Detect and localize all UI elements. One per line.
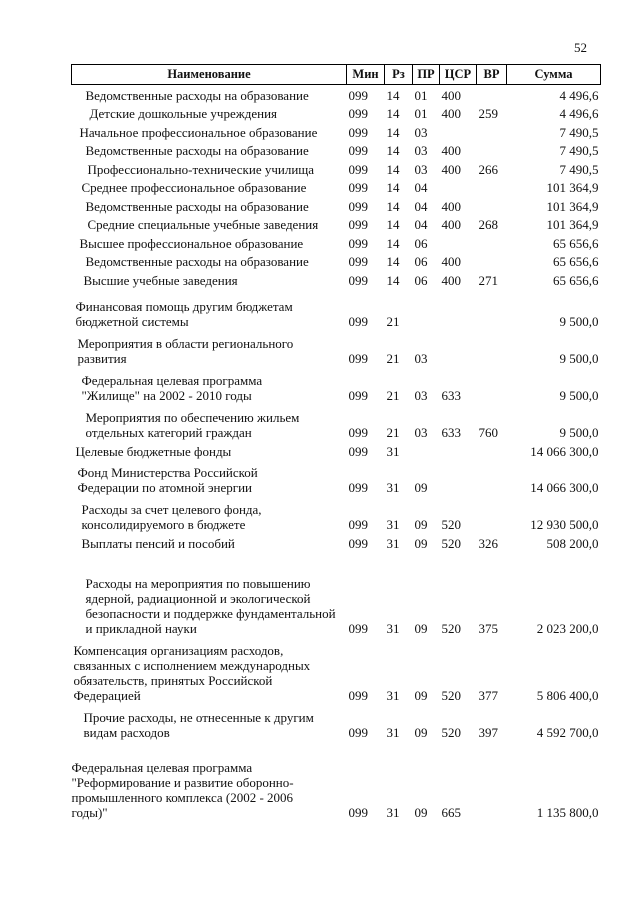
table-row [72,195,601,214]
cell-sum: 4 496,6 [559,87,599,103]
cell-sum: 508 200,0 [546,535,599,551]
cell-rz: 21 [386,313,400,329]
cell-pr: 03 [414,161,428,177]
cell-csr: 633 [441,424,461,440]
cell-csr [440,232,477,251]
cell-vr [477,740,507,820]
cell-rz: 31 [386,479,400,495]
table-row [72,459,601,495]
cell-sum: 65 656,6 [553,272,599,288]
cell-csr [440,459,477,495]
cell-rz: 31 [386,620,400,636]
cell-pr: 09 [414,724,428,740]
column-header-name: Наименование [72,65,347,85]
cell-csr: 633 [441,387,461,403]
table-row [72,288,601,329]
table-row [72,495,601,532]
cell-csr: 520 [441,535,461,551]
table-row [72,251,601,269]
cell-min: 099 [348,516,368,532]
table-row [72,232,601,251]
cell-vr [477,329,507,366]
cell-csr: 400 [441,272,461,288]
cell-name: Выплаты пенсий и пособий [81,535,235,551]
cell-min: 099 [348,235,368,251]
table-row [72,269,601,288]
cell-rz: 21 [386,387,400,403]
cell-rz: 31 [386,687,400,703]
cell-name: Начальное профессиональное образование [79,124,318,140]
cell-sum: 7 490,5 [559,142,599,158]
cell-pr: 09 [414,687,428,703]
cell-min: 099 [348,124,368,140]
cell-sum: 9 500,0 [559,350,599,366]
cell-name: Расходы за счет целевого фонда, консолидируемого в бюджете [81,501,262,532]
table-row [72,85,601,103]
cell-vr [477,459,507,495]
column-header-vr: ВР [477,65,507,85]
cell-sum: 101 364,9 [546,198,599,214]
cell-rz: 14 [386,198,400,214]
cell-pr: 03 [414,350,428,366]
cell-sum: 2 023 200,0 [536,620,599,636]
cell-pr: 09 [414,479,428,495]
cell-sum: 7 490,5 [559,161,599,177]
cell-vr [477,85,507,103]
cell-min: 099 [348,479,368,495]
table-row [72,177,601,195]
cell-min: 099 [348,253,368,269]
cell-csr: 520 [441,620,461,636]
cell-sum: 101 364,9 [546,216,599,232]
cell-pr: 09 [414,804,428,820]
cell-csr [440,177,477,195]
table-body [72,85,601,820]
cell-pr: 09 [414,535,428,551]
cell-vr: 326 [478,535,498,551]
cell-sum: 101 364,9 [546,179,599,195]
cell-pr: 03 [414,387,428,403]
cell-vr: 266 [478,161,498,177]
cell-pr: 01 [414,87,428,103]
cell-name: Мероприятия в области регионального развития [77,335,294,366]
cell-csr [440,121,477,140]
table-header-row [72,65,601,85]
cell-name: Ведомственные расходы на образование [85,142,309,158]
cell-vr [477,440,507,459]
cell-name: Высшие учебные заведения [83,272,238,288]
cell-min: 099 [348,216,368,232]
cell-vr [477,251,507,269]
cell-rz: 31 [386,516,400,532]
table-row [72,703,601,740]
cell-name: Мероприятия по обеспечению жильем отдельных категорий граждан [85,409,300,440]
cell-name: Фонд Министерства Российской Федерации по атомной энергии [77,464,258,495]
cell-rz: 14 [386,124,400,140]
cell-pr: 04 [414,216,428,232]
cell-rz: 31 [386,443,400,459]
cell-vr: 375 [478,620,498,636]
page-number: 52 [574,40,587,55]
cell-vr: 259 [478,105,498,121]
table-row [72,121,601,140]
cell-pr: 06 [414,235,428,251]
cell-csr: 400 [441,87,461,103]
cell-rz: 14 [386,253,400,269]
cell-rz: 14 [386,235,400,251]
cell-csr: 400 [441,105,461,121]
cell-sum: 12 930 500,0 [530,516,599,532]
table-row [72,103,601,121]
cell-vr [477,288,507,329]
cell-name: Федеральная целевая программа "Жилище" на 2002 - 2010 годы [81,372,263,403]
cell-min: 099 [348,535,368,551]
cell-csr: 400 [441,161,461,177]
cell-pr: 03 [414,424,428,440]
cell-pr: 06 [414,253,428,269]
cell-pr: 04 [414,198,428,214]
table-row [72,329,601,366]
cell-rz: 31 [386,804,400,820]
cell-min: 099 [348,272,368,288]
cell-vr [477,177,507,195]
column-header-min: Мин [347,65,385,85]
cell-min: 099 [348,87,368,103]
cell-pr: 03 [414,124,428,140]
cell-name: Целевые бюджетные фонды [75,443,232,459]
table-row [72,403,601,440]
cell-rz: 14 [386,105,400,121]
cell-sum: 65 656,6 [553,235,599,251]
cell-vr [477,140,507,158]
cell-pr: 03 [414,142,428,158]
cell-sum: 9 500,0 [559,387,599,403]
cell-min: 099 [348,313,368,329]
cell-rz: 14 [386,87,400,103]
cell-sum: 4 496,6 [559,105,599,121]
cell-name: Средние специальные учебные заведения [87,216,319,232]
cell-min: 099 [348,350,368,366]
cell-csr: 520 [441,724,461,740]
cell-sum: 9 500,0 [559,424,599,440]
cell-pr: 01 [414,105,428,121]
cell-csr [440,329,477,366]
cell-csr: 400 [441,253,461,269]
cell-min: 099 [348,443,368,459]
cell-csr: 520 [441,516,461,532]
cell-min: 099 [348,724,368,740]
cell-csr: 400 [441,216,461,232]
cell-rz: 14 [386,272,400,288]
table-row [72,740,601,820]
cell-rz: 14 [386,161,400,177]
cell-name: Профессионально-технические училища [87,161,315,177]
column-header-rz: Рз [385,65,413,85]
cell-sum: 7 490,5 [559,124,599,140]
cell-min: 099 [348,620,368,636]
cell-min: 099 [348,387,368,403]
column-header-pr: ПР [413,65,440,85]
cell-rz: 14 [386,179,400,195]
cell-min: 099 [348,161,368,177]
cell-csr: 520 [441,687,461,703]
cell-sum: 1 135 800,0 [536,804,599,820]
budget-table [71,64,601,820]
cell-sum: 4 592 700,0 [536,724,599,740]
cell-rz: 21 [386,424,400,440]
cell-rz: 14 [386,142,400,158]
cell-rz: 21 [386,350,400,366]
column-header-csr: ЦСР [440,65,477,85]
table-row [72,440,601,459]
cell-pr [413,440,440,459]
cell-csr: 665 [441,804,461,820]
cell-min: 099 [348,105,368,121]
cell-vr: 268 [478,216,498,232]
cell-csr: 400 [441,198,461,214]
cell-name: Прочие расходы, не отнесенные к другим видам расходов [83,709,314,740]
cell-sum: 9 500,0 [559,313,599,329]
cell-min: 099 [348,424,368,440]
cell-name: Ведомственные расходы на образование [85,253,309,269]
cell-pr [413,288,440,329]
cell-sum: 14 066 300,0 [530,479,599,495]
cell-vr: 397 [478,724,498,740]
cell-vr: 760 [478,424,498,440]
cell-name: Финансовая помощь другим бюджетам бюджетной системы [75,298,293,329]
cell-min: 099 [348,179,368,195]
cell-name: Среднее профессиональное образование [81,179,307,195]
cell-min: 099 [348,687,368,703]
table-row [72,636,601,703]
cell-name: Расходы на мероприятия по повышению ядерной, радиационной и экологической безопасности и поддержке фундаментальной и прикладной науки [85,575,336,636]
table-row [72,140,601,158]
cell-name: Ведомственные расходы на образование [85,87,309,103]
cell-vr: 271 [478,272,498,288]
cell-sum: 5 806 400,0 [536,687,599,703]
cell-vr [477,121,507,140]
cell-sum: 14 066 300,0 [530,443,599,459]
cell-name: Детские дошкольные учреждения [89,105,278,121]
cell-min: 099 [348,804,368,820]
column-header-sum: Сумма [507,65,601,85]
cell-csr [440,440,477,459]
cell-min: 099 [348,142,368,158]
cell-sum: 65 656,6 [553,253,599,269]
cell-csr: 400 [441,142,461,158]
table-row [72,158,601,177]
cell-name: Компенсация организациям расходов, связанных с исполнением международных обязательств, принятых Российской Федерацией [73,642,311,703]
cell-rz: 31 [386,724,400,740]
table-row [72,214,601,232]
cell-pr: 09 [414,620,428,636]
cell-name: Ведомственные расходы на образование [85,198,309,214]
cell-vr [477,495,507,532]
cell-pr: 06 [414,272,428,288]
cell-vr [477,195,507,214]
cell-rz: 31 [386,535,400,551]
table-row [72,551,601,636]
cell-name: Высшее профессиональное образование [79,235,304,251]
cell-rz: 14 [386,216,400,232]
cell-csr [440,288,477,329]
table-row [72,366,601,403]
cell-pr: 09 [414,516,428,532]
cell-vr [477,366,507,403]
cell-vr [477,232,507,251]
cell-pr: 04 [414,179,428,195]
cell-min: 099 [348,198,368,214]
cell-vr: 377 [478,687,498,703]
table-row [72,532,601,551]
cell-name: Федеральная целевая программа "Реформирование и развитие оборонно- промышленного комплекса (2002 - 2006 годы)" [71,759,294,820]
